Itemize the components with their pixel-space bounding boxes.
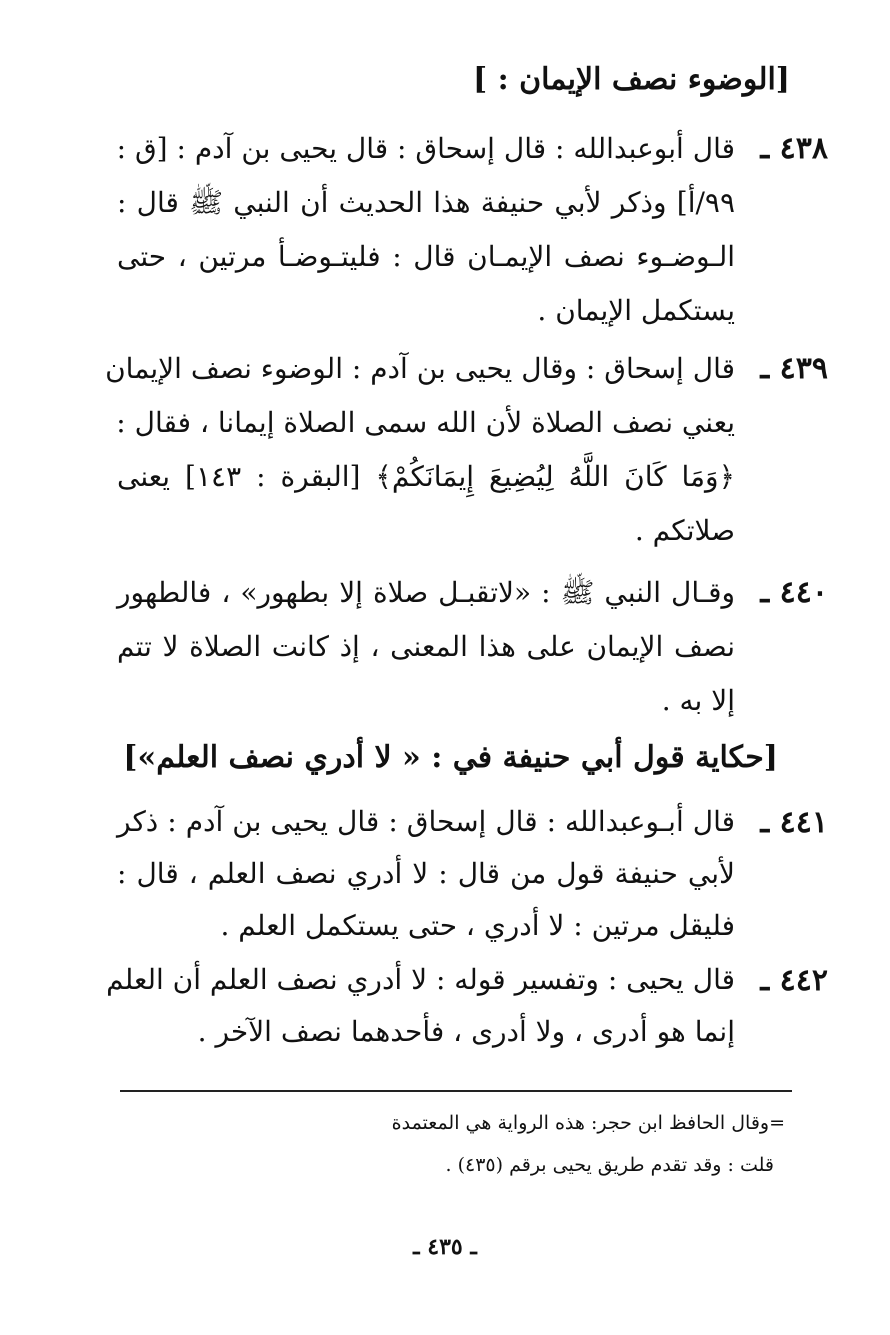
text-line: ﴿وَمَا كَانَ اللَّهُ لِيُضِيعَ إِيمَانَكُمْ﴾ [البقرة : ١٤٣] يعنى [117,460,735,493]
footnote-divider [120,1090,792,1092]
entry-text [117,796,735,952]
text-line: صلاتكم . [634,514,735,547]
entry-text [117,122,735,338]
text-line: لأبي حنيفة قول من قال : لا أدري نصف العلم ، قال : [117,857,735,890]
text-line: قال إسحاق : وقال يحيى بن آدم : الوضوء نصف الإيمان [105,352,735,385]
entry-text [117,566,735,728]
entry-text [106,954,735,1058]
entry-number: ٤٣٨ ـ [760,131,828,166]
entry-number: ٤٤٠ ـ [760,575,828,610]
text-line: نصف الإيمان على هذا المعنى ، إذ كانت الصلاة لا تتم [117,630,735,663]
text-line: ٩٩/أ] وذكر لأبي حنيفة هذا الحديث أن النبي ﷺ قال : [117,186,735,219]
text-line: وقـال النبي ﷺ : «لاتقبـل صلاة إلا بطهور» ، فالطهور [117,576,735,609]
text-line: إنما هو أدرى ، ولا أدرى ، فأحدهما نصف الآخر . [197,1015,735,1048]
page-number: ـ ٤٣٥ ـ [413,1234,477,1260]
section-heading-ablution: [الوضوء نصف الإيمان : ] [472,62,790,97]
footnote-line: =وقال الحافظ ابن حجر: هذه الرواية هي المعتمدة [391,1112,785,1134]
text-line: قال أبـوعبدالله : قال إسحاق : قال يحيى بن آدم : ذكر [117,805,735,838]
entry-number: ٤٣٩ ـ [760,351,828,386]
text-line: قال يحيى : وتفسير قوله : لا أدري نصف العلم أن العلم [106,963,735,996]
entry-number: ٤٤١ ـ [760,805,828,840]
section-heading-knowledge: [حكاية قول أبي حنيفة في : « لا أدري نصف العلم»] [123,740,778,775]
entry-number: ٤٤٢ ـ [760,963,828,998]
entry-text [105,342,735,558]
text-line: إلا به . [661,684,735,717]
text-line: فليقل مرتين : لا أدري ، حتى يستكمل العلم . [220,909,735,942]
text-line: قال أبوعبدالله : قال إسحاق : قال يحيى بن آدم : [ق : [116,132,735,165]
text-line: يعني نصف الصلاة لأن الله سمى الصلاة إيمانا ، فقال : [116,406,735,439]
footnote-line: قلت : وقد تقدم طريق يحيى برقم (٤٣٥) . [445,1154,774,1176]
text-line: يستكمل الإيمان . [537,294,735,327]
text-line: الـوضـوء نصف الإيمـان قال : فليتـوضـأ مرتين ، حتى [117,240,735,273]
